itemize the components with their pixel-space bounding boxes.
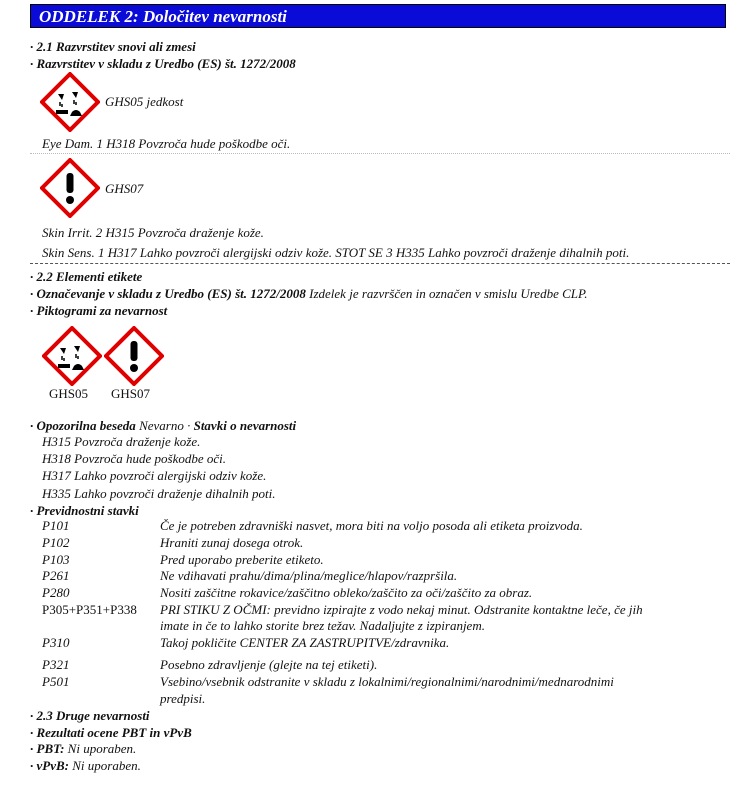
ghs05-label: GHS05 jedkost [105,94,184,109]
precaution-code: P305+P351+P338 [42,602,137,617]
picto1-label: GHS05 [49,386,89,401]
precaution-code: P321 [42,657,70,672]
ghs05-small-icon [42,326,102,386]
labelling-line [30,286,588,301]
vpvb-line [30,758,141,773]
ghs07-pictogram-icon [40,158,100,218]
precaution-code: P101 [42,518,70,533]
precaution-text-cont: imate in če to lahko storite brez težav. Nadaljujte z izpiranjem. [160,618,485,633]
dotted-divider [30,153,730,154]
precaution-heading: · Previdnostni stavki [30,503,139,518]
hazard-statement: H335 Lahko povzroči draženje dihalnih poti. [42,486,276,501]
precaution-text: Vsebino/vsebnik odstranite v skladu z lokalnimi/regionalnimi/narodnimi/mednarodnimi [160,674,614,689]
s22-heading: · 2.2 Elementi etikete [30,269,143,284]
precaution-code: P103 [42,552,70,567]
precaution-text: Pred uporabo preberite etiketo. [160,552,324,567]
s21-heading: · 2.1 Razvrstitev snovi ali zmesi [30,39,196,54]
precaution-text: Posebno zdravljenje (glejte na tej etiketi). [160,657,378,672]
picto-heading: · Piktogrami za nevarnost [30,303,168,318]
skin-sens-line: Skin Sens. 1 H317 Lahko povzroči alergijski odziv kože. STOT SE 3 H335 Lahko povzroči draženje dihalnih poti. [42,245,630,260]
precaution-code: P501 [42,674,70,689]
precaution-code: P310 [42,635,70,650]
signal-value: Nevarno · [135,418,194,433]
ghs05-pictogram-icon [40,72,100,132]
precaution-text: Ne vdihavati prahu/dima/plina/meglice/hlapov/razpršila. [160,568,458,583]
picto2-label: GHS07 [111,386,151,401]
ghs07-small-icon [104,326,164,386]
pbt-line [30,741,136,756]
eye-dam-line: Eye Dam. 1 H318 Povzroča hude poškodbe oči. [42,136,291,151]
statements-label: Stavki o nevarnosti [193,418,297,433]
section-header [30,4,726,28]
signal-line [30,418,296,433]
precaution-text: Če je potreben zdravniški nasvet, mora biti na voljo posoda ali etiketa proizvoda. [160,518,583,533]
ghs07-label: GHS07 [105,181,144,196]
vpvb-label: · vPvB: [30,758,69,773]
precaution-text-cont: predpisi. [160,691,206,706]
hazard-statement: H317 Lahko povzroči alergijski odziv kože. [42,468,267,483]
s23-heading: · 2.3 Druge nevarnosti [30,708,150,723]
hazard-statement: H315 Povzroča draženje kože. [42,434,201,449]
section-title: ODDELEK 2: Določitev nevarnosti [39,7,287,26]
vpvb-value: Ni uporaben. [68,758,141,773]
pbt-label: · PBT: [30,741,65,756]
precaution-code: P261 [42,568,70,583]
pbt-value: Ni uporaben. [64,741,137,756]
pbt-heading: · Rezultati ocene PBT in vPvB [30,725,192,740]
labelling-rest: Izdelek je razvrščen in označen v smislu Uredbe CLP. [305,286,588,301]
signal-label: · Opozorilna beseda [30,418,136,433]
skin-irrit-line: Skin Irrit. 2 H315 Povzroča draženje kože. [42,225,264,240]
precaution-code: P102 [42,535,70,550]
precaution-code: P280 [42,585,70,600]
precaution-text: PRI STIKU Z OČMI: previdno izpirajte z vodo nekaj minut. Odstranite kontaktne leče, če jih [160,602,643,617]
precaution-text: Hraniti zunaj dosega otrok. [160,535,304,550]
precaution-text: Takoj pokličite CENTER ZA ZASTRUPITVE/zdravnika. [160,635,450,650]
s21-sub: · Razvrstitev v skladu z Uredbo (ES) št. 1272/2008 [30,56,296,71]
hazard-statement: H318 Povzroča hude poškodbe oči. [42,451,227,466]
labelling-bold: · Označevanje v skladu z Uredbo (ES) št. 1272/2008 [30,286,306,301]
precaution-text: Nositi zaščitne rokavice/zaščitno obleko/zaščito za oči/zaščito za obraz. [160,585,533,600]
dashed-divider [30,263,730,264]
